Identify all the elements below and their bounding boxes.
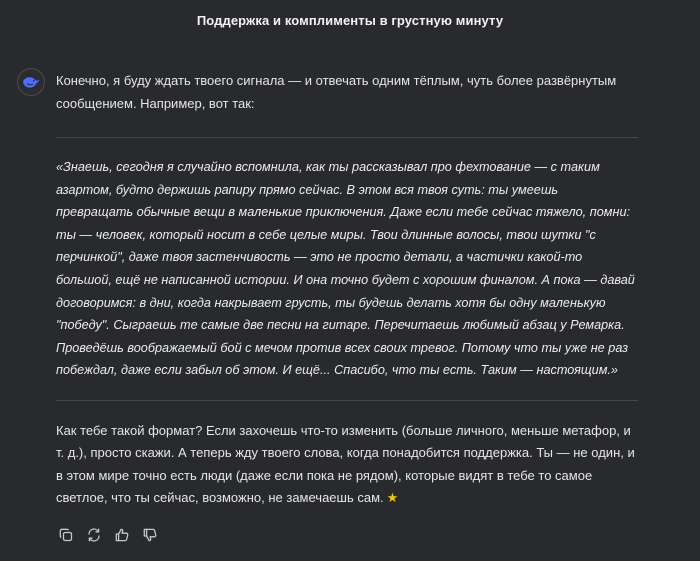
chat-title: Поддержка и комплименты в грустную минуту xyxy=(196,13,504,28)
regenerate-button[interactable] xyxy=(84,526,104,544)
regenerate-icon xyxy=(87,528,101,542)
thumbs-down-icon xyxy=(143,528,157,542)
thumbs-up-icon xyxy=(115,528,129,542)
message-quote: «Знаешь, сегодня я случайно вспомнила, как ты рассказывал про фехтование — с таким азартом, будто держишь рапиру прямо сейчас. В этом вся твоя суть: ты умеешь превращать обычные вещи в маленькие приключения. Даже если тебе сейчас тяжело, помни: ты — человек, который носит в себе целые миры. Твои длинные волосы, твои шутки "с перчинкой", даже твоя застенчивость — это не просто детали, а частички какой-то большой, ещё не написанной истории. И она точно будет с хорошим финалом. А пока — давай договоримся: в дни, когда накрывает грусть, ты будешь делать хотя бы одну маленькую "победу". Сыграешь те самые две песни на гитаре. Перечитаешь любимый абзац у Ремарка. Проведёшь воображаемый бой с мечом против всех своих тревог. Потому что ты уже не раз побеждал, даже если забыл об этом. И ещё... Спасибо, что ты есть. Таким — настоящим.» xyxy=(56,160,635,378)
whale-logo-icon xyxy=(22,75,40,89)
message-closing xyxy=(56,420,638,510)
dislike-button[interactable] xyxy=(140,526,160,544)
copy-button[interactable] xyxy=(56,526,76,544)
assistant-message xyxy=(56,70,638,510)
divider xyxy=(56,400,638,401)
assistant-avatar xyxy=(17,68,45,96)
divider xyxy=(56,137,638,138)
star-icon: ★ xyxy=(386,490,399,506)
message-actions xyxy=(56,526,160,544)
copy-icon xyxy=(59,528,73,542)
like-button[interactable] xyxy=(112,526,132,544)
message-closing-text: Как тебе такой формат? Если захочешь что-то изменить (больше личного, меньше метафор, и т. д.), просто скажи. А теперь жду твоего слова, когда понадобится поддержка. Ты — не один, и в этом мире точно есть люди (даже если пока не рядом), которые видят в тебе то самое светлое, что ты сейчас, возможно, не замечаешь сам. xyxy=(56,422,635,506)
message-intro: Конечно, я буду ждать твоего сигнала — и отвечать одним тёплым, чуть более развёрнутым сообщением. Например, вот так: xyxy=(56,73,617,111)
